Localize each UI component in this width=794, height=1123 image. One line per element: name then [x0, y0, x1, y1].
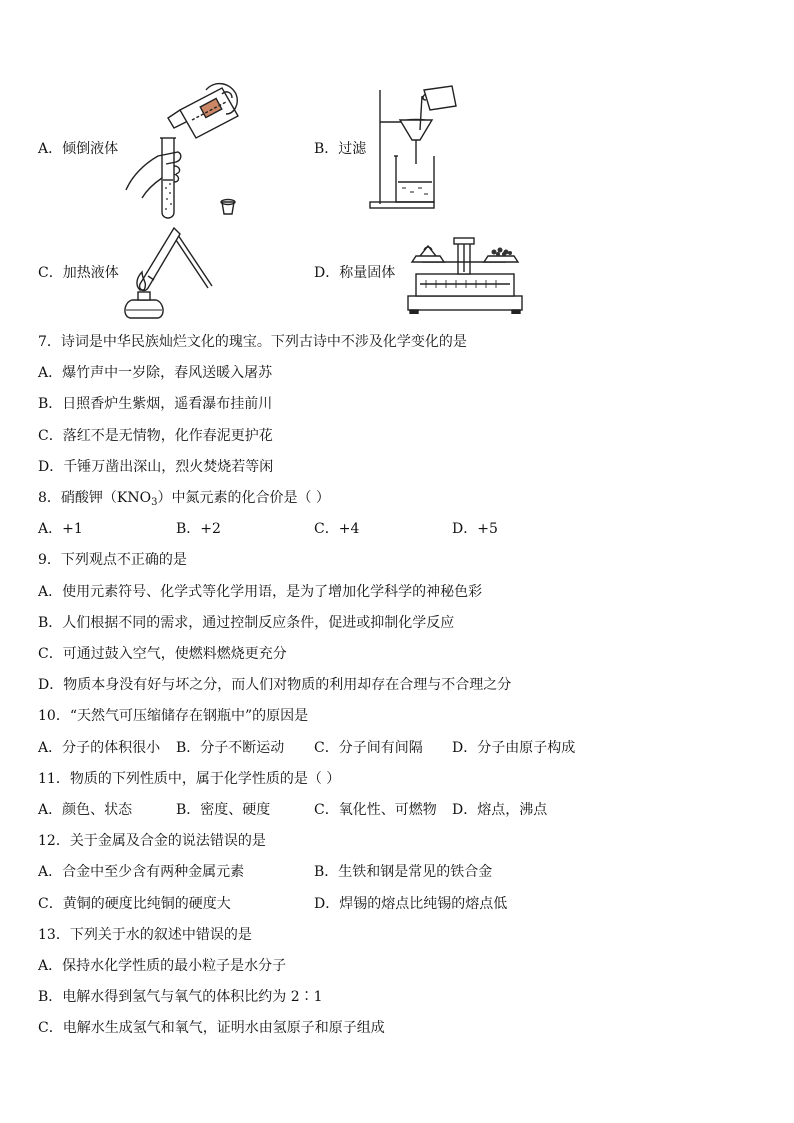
q9-option-a: A．使用元素符号、化学式等化学用语，是为了增加化学科学的神秘色彩: [38, 584, 483, 600]
q12-option-b: B．生铁和钢是常见的铁合金: [314, 864, 493, 880]
q12-stem: 12．关于金属及合金的说法错误的是: [38, 833, 266, 849]
q8-stem: 8．硝酸钾$(KNO_3)$中氮元素的化合价是（ ）: [38, 490, 330, 508]
q7-option-b: B．日照香炉生紫烟，遥看瀑布挂前川: [38, 396, 273, 412]
q13-stem: 13．下列关于水的叙述中错误的是: [38, 927, 252, 943]
q11-stem: 11．物质的下列性质中，属于化学性质的是（ ）: [38, 771, 341, 787]
q10-stem: 10．“天然气可压缩储存在钢瓶中”的原因是: [38, 708, 309, 724]
q6-option-a: A．倾倒液体: [38, 141, 119, 157]
q9-option-d: D．物质本身没有好与坏之分，而人们对物质的利用却存在合理与不合理之分: [38, 677, 512, 693]
q12-option-c: C．黄铜的硬度比纯铜的硬度大: [38, 896, 231, 912]
q8-option-b: B．+2: [176, 521, 221, 537]
q13-option-c: C．电解水生成氢气和氧气，证明水由氢原子和原子组成: [38, 1020, 385, 1036]
q11-option-d: D．熔点，沸点: [452, 802, 548, 818]
pouring-liquid-icon: [122, 80, 252, 222]
q10-option-d: D．分子由原子构成: [452, 740, 576, 756]
q10-option-c: C．分子间有间隔: [314, 740, 423, 756]
q12-option-a: A．合金中至少含有两种金属元素: [38, 864, 245, 880]
q9-option-c: C．可通过鼓入空气，使燃料燃烧更充分: [38, 646, 287, 662]
q13-option-b: B．电解水得到氢气与氧气的体积比约为 2∶1: [38, 989, 323, 1005]
q6-option-d: D．称量固体: [314, 265, 396, 281]
q7-stem: 7．诗词是中华民族灿烂文化的瑰宝。下列古诗中不涉及化学变化的是: [38, 334, 467, 350]
q10-option-a: A．分子的体积很小: [38, 740, 161, 756]
q11-option-a: A．颜色、状态: [38, 802, 133, 818]
q9-option-b: B．人们根据不同的需求，通过控制反应条件，促进或抑制化学反应: [38, 615, 455, 631]
q7-option-c: C．落红不是无情物，化作春泥更护花: [38, 428, 273, 444]
filtration-icon: [366, 84, 466, 212]
q9-stem: 9．下列观点不正确的是: [38, 552, 187, 568]
q12-option-d: D．焊锡的熔点比纯锡的熔点低: [314, 896, 508, 912]
q11-option-c: C．氧化性、可燃物: [314, 802, 437, 818]
q8-option-a: A．+1: [38, 521, 83, 537]
q7-option-a: A．爆竹声中一岁除，春风送暖入屠苏: [38, 365, 273, 381]
q11-option-b: B．密度、硬度: [176, 802, 271, 818]
q6-option-c: C．加热液体: [38, 265, 119, 281]
balance-scale-icon: [402, 236, 526, 314]
q6-option-b: B．过滤: [314, 141, 367, 157]
q10-option-b: B．分子不断运动: [176, 740, 285, 756]
q8-option-d: D．+5: [452, 521, 498, 537]
q13-option-a: A．保持水化学性质的最小粒子是水分子: [38, 958, 287, 974]
heating-liquid-icon: [118, 226, 214, 320]
q8-option-c: C．+4: [314, 521, 360, 537]
q7-option-d: D．千锤万凿出深山，烈火焚烧若等闲: [38, 459, 274, 475]
